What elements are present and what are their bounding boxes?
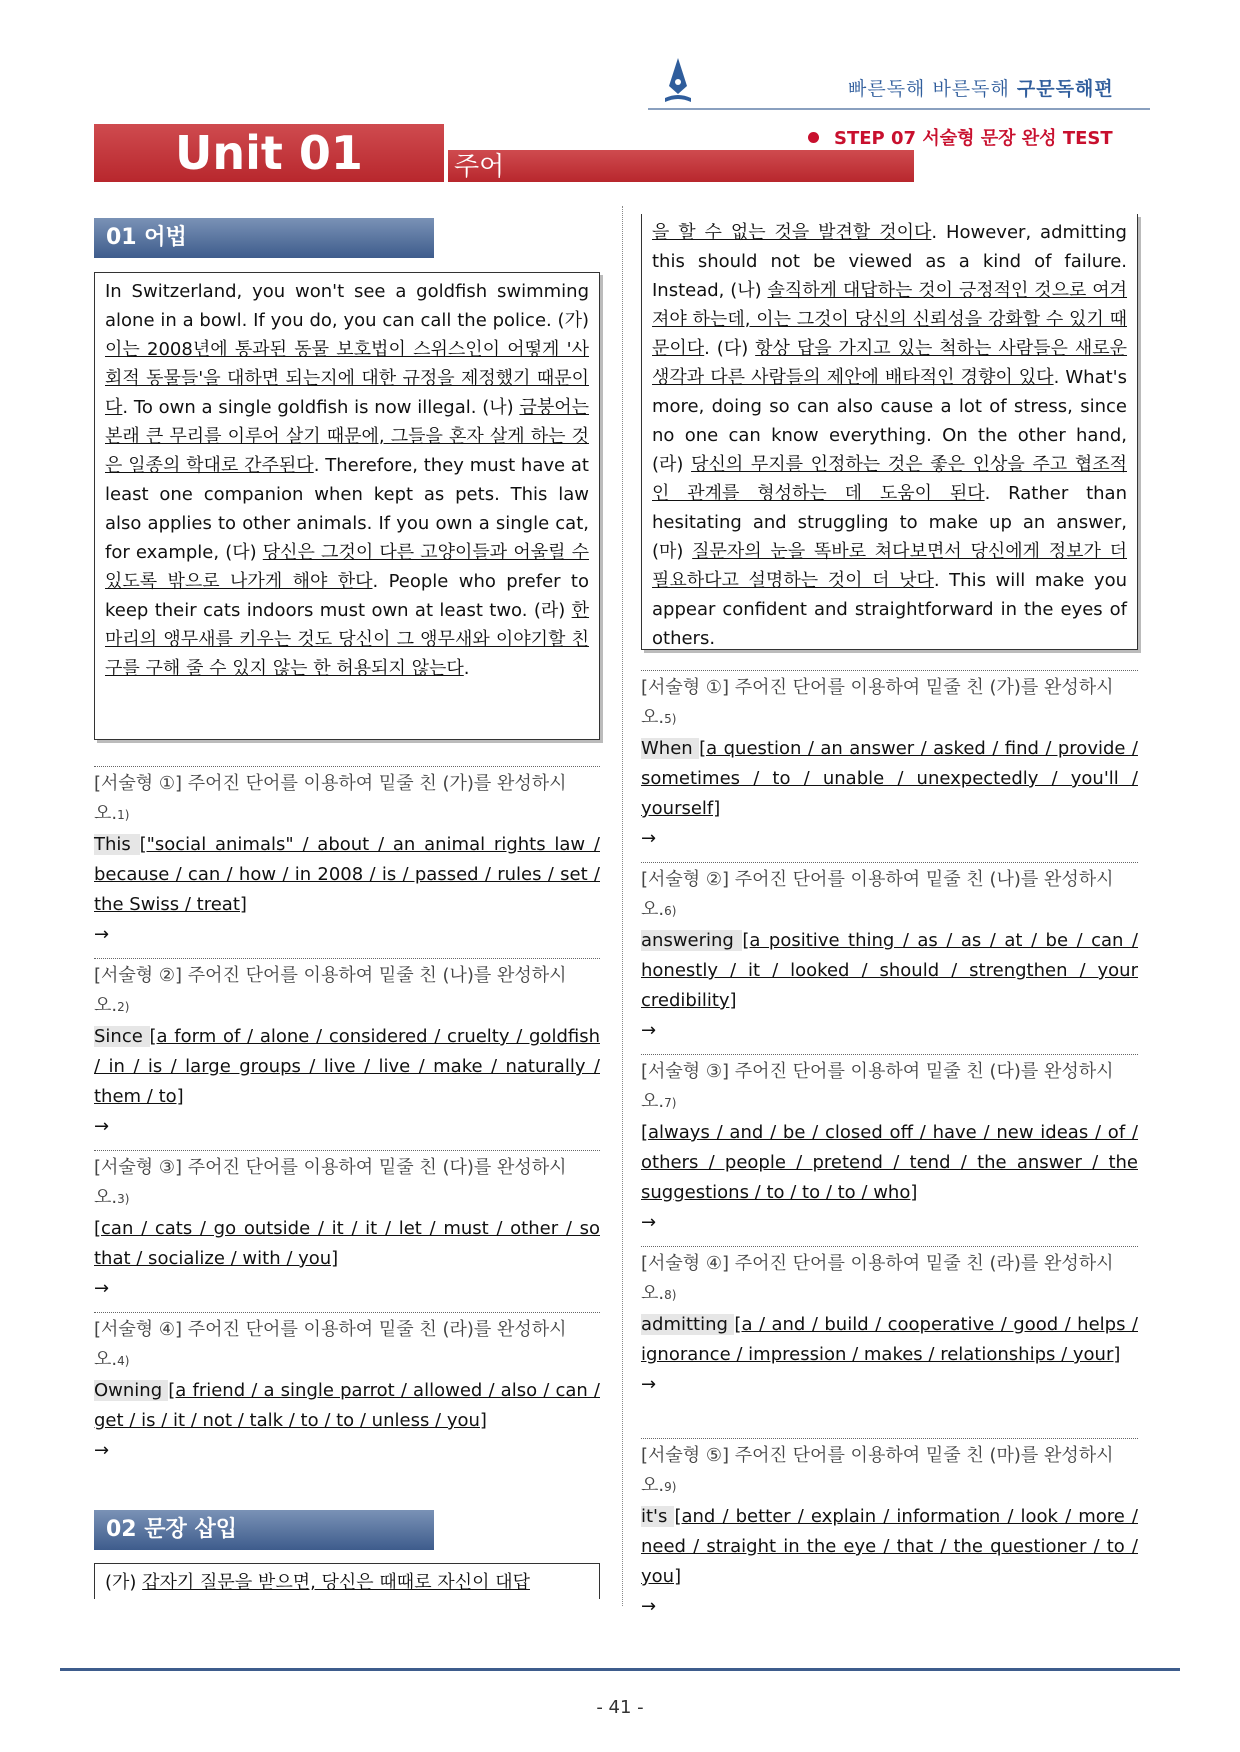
question-block <box>94 766 600 950</box>
section-heading-grammar: 01 어법 <box>94 218 434 258</box>
sentence-starter: it's <box>641 1506 675 1527</box>
passage-text: . People who prefer to keep their cats indoors must own at least two. (라) <box>105 571 589 621</box>
footer-rule <box>60 1668 1180 1671</box>
passage-text: In Switzerland, you won't see a goldfish swimming alone in a bowl. If you do, you can call the police. (가) <box>105 281 589 331</box>
question-instruction: [서술형 ②] 주어진 단어를 이용하여 밑줄 친 (나)를 완성하시오.2) <box>94 958 600 1022</box>
answer-arrow[interactable]: → <box>641 1374 657 1395</box>
word-bank <box>94 1376 600 1436</box>
question-instruction: [서술형 ①] 주어진 단어를 이용하여 밑줄 친 (가)를 완성하시오.5) <box>641 670 1138 734</box>
pen-nib-logo-icon <box>663 58 693 108</box>
unit-banner <box>94 124 444 182</box>
question-block <box>94 958 600 1142</box>
underlined-target-sentence: 항상 답을 가지고 있는 척하는 사람들은 새로운 생각과 다른 사람들의 제안에 배타적인 경향이 있다 <box>652 338 1127 388</box>
passage-text: . Therefore, they must have at least one companion when kept as pets. This law also applies to other animals. If you own a single cat, for example, (다) <box>105 455 589 563</box>
word-list: [a form of / alone / considered / cruelty / goldfish / in / is / large groups / live / live / make / naturally / them / to] <box>94 1026 600 1107</box>
footnote-marker: 8) <box>664 1288 677 1302</box>
question-block <box>641 1246 1138 1400</box>
brand-title <box>848 74 1114 101</box>
answer-arrow[interactable]: → <box>94 1278 110 1299</box>
footnote-marker: 3) <box>117 1192 130 1206</box>
passage-grammar <box>94 272 600 740</box>
question-block <box>641 670 1138 854</box>
footnote-marker: 1) <box>117 808 130 822</box>
word-list: [and / better / explain / information / look / more / need / straight in the eye / that / the questioner / to / you] <box>641 1506 1138 1587</box>
answer-arrow[interactable]: → <box>94 1116 110 1137</box>
question-block <box>94 1150 600 1304</box>
footnote-marker: 7) <box>664 1096 677 1110</box>
passage-text: . (다) <box>704 338 756 359</box>
question-block <box>641 1054 1138 1238</box>
answer-arrow[interactable]: → <box>641 1212 657 1233</box>
answer-arrow[interactable]: → <box>94 1440 110 1461</box>
passage-text: . To own a single goldfish is now illegal. (나) <box>122 397 520 418</box>
underlined-target-sentence: 한 마리의 앵무새를 키우는 것도 당신이 그 앵무새와 이야기할 친구를 구해 줄 수 있지 않는 한 허용되지 않는다 <box>105 600 589 679</box>
question-block <box>94 1312 600 1466</box>
word-bank <box>94 1214 600 1274</box>
question-block <box>641 862 1138 1046</box>
footnote-marker: 5) <box>664 712 677 726</box>
step-label: STEP 07 서술형 문장 완성 TEST <box>834 128 1113 149</box>
question-instruction: [서술형 ②] 주어진 단어를 이용하여 밑줄 친 (나)를 완성하시오.6) <box>641 862 1138 926</box>
underlined-target-sentence: 질문자의 눈을 똑바로 쳐다보면서 당신에게 정보가 더 필요하다고 설명하는 것이 더 낫다 <box>652 541 1127 591</box>
sentence-starter: admitting <box>641 1314 735 1335</box>
question-instruction: [서술형 ③] 주어진 단어를 이용하여 밑줄 친 (다)를 완성하시오.3) <box>94 1150 600 1214</box>
sentence-starter: When <box>641 738 700 759</box>
unit-subtitle-bar <box>448 150 914 182</box>
word-bank <box>641 926 1138 1016</box>
passage-text: . This will make you appear confident and straightforward in the eyes of others. <box>652 570 1127 649</box>
column-divider <box>622 206 623 1606</box>
question-instruction: [서술형 ①] 주어진 단어를 이용하여 밑줄 친 (가)를 완성하시오.1) <box>94 766 600 830</box>
underlined-target-sentence: 솔직하게 대답하는 것이 긍정적인 것으로 여겨져야 하는데, 이는 그것이 당신의 신뢰성을 강화할 수 있기 때문이다 <box>652 280 1128 359</box>
page-number: - 41 - <box>596 1697 644 1718</box>
word-bank <box>94 830 600 920</box>
footnote-marker: 4) <box>117 1354 130 1368</box>
passage-text: . However, admitting this should not be viewed as a kind of failure. Instead, (나) <box>652 222 1127 301</box>
underlined-target-sentence: 을 할 수 없는 것을 발견할 것이다 <box>652 222 932 243</box>
word-bank <box>641 734 1138 824</box>
passage-text: . Rather than hesitating and struggling to make up an answer, (마) <box>652 483 1127 562</box>
word-list: ["social animals" / about / an animal rights law / because / can / how / in 2008 / is / passed / rules / set / the Swiss / treat] <box>94 834 600 915</box>
underlined-target-sentence: 당신의 무지를 인정하는 것은 좋은 인상을 주고 협조적인 관계를 형성하는 데 도움이 된다 <box>652 454 1127 504</box>
question-instruction: [서술형 ④] 주어진 단어를 이용하여 밑줄 친 (라)를 완성하시오.4) <box>94 1312 600 1376</box>
sentence-starter: Owning <box>94 1380 169 1401</box>
unit-title: Unit 01 <box>175 126 363 180</box>
passage-text: . What's more, doing so can also cause a lot of stress, since no one can know everything. On the other hand, (라) <box>652 367 1127 475</box>
passage-text: (가) <box>105 1572 143 1593</box>
passage-insertion-start <box>94 1563 600 1599</box>
section-heading-insertion: 02 문장 삽입 <box>94 1510 434 1550</box>
question-block <box>641 1438 1138 1622</box>
unit-subtitle: 주어 <box>454 152 505 182</box>
passage-text: . <box>463 658 470 679</box>
answer-arrow[interactable]: → <box>641 828 657 849</box>
underlined-target-sentence: 갑자기 질문을 받으면, 당신은 때때로 자신이 대답 <box>142 1572 530 1593</box>
footnote-marker: 6) <box>664 904 677 918</box>
bullet-dot-icon <box>808 132 819 143</box>
word-bank <box>641 1310 1138 1370</box>
answer-arrow[interactable]: → <box>94 924 110 945</box>
question-instruction: [서술형 ③] 주어진 단어를 이용하여 밑줄 친 (다)를 완성하시오.7) <box>641 1054 1138 1118</box>
brand-edition: 구문독해편 <box>1016 78 1114 100</box>
word-list: [a / and / build / cooperative / good / helps / ignorance / impression / makes / relationships / your] <box>641 1314 1138 1365</box>
underlined-target-sentence: 당신은 그것이 다른 고양이들과 어울릴 수 있도록 밖으로 나가게 해야 한다 <box>105 542 589 592</box>
word-list: [a question / an answer / asked / find / provide / sometimes / to / unable / unexpectedly / you'll / yourself] <box>641 738 1138 819</box>
footnote-marker: 2) <box>117 1000 130 1014</box>
underlined-target-sentence: 이는 2008년에 통과된 동물 보호법이 스위스인이 어떻게 '사회적 동물들'을 대하면 되는지에 대한 규정을 제정했기 때문이다 <box>105 339 589 418</box>
brand-series: 빠른독해 바른독해 <box>848 78 1010 100</box>
word-bank <box>641 1502 1138 1592</box>
word-bank <box>641 1118 1138 1208</box>
answer-arrow[interactable]: → <box>641 1020 657 1041</box>
underlined-target-sentence: 금붕어는 본래 큰 무리를 이루어 살기 때문에, 그들을 혼자 살게 하는 것은 일종의 학대로 간주된다 <box>105 397 589 476</box>
sentence-starter: Since <box>94 1026 150 1047</box>
question-instruction: [서술형 ⑤] 주어진 단어를 이용하여 밑줄 친 (마)를 완성하시오.9) <box>641 1438 1138 1502</box>
word-list: [a positive thing / as / as / at / be / can / honestly / it / looked / should / strengthen / your credibility] <box>641 930 1138 1011</box>
answer-arrow[interactable]: → <box>641 1596 657 1617</box>
header-rule <box>648 108 1150 110</box>
question-instruction: [서술형 ④] 주어진 단어를 이용하여 밑줄 친 (라)를 완성하시오.8) <box>641 1246 1138 1310</box>
footnote-marker: 9) <box>664 1480 677 1494</box>
word-list: [a friend / a single parrot / allowed / also / can / get / is / it / not / talk / to / to / unless / you] <box>94 1380 600 1431</box>
sentence-starter: answering <box>641 930 743 951</box>
word-bank <box>94 1022 600 1112</box>
word-list: [always / and / be / closed off / have / new ideas / of / others / people / pretend / tend / the answer / the suggestions / to / to / to / who] <box>641 1122 1138 1203</box>
word-list: [can / cats / go outside / it / it / let / must / other / so that / socialize / with / you] <box>94 1218 600 1269</box>
passage-insertion-cont <box>641 214 1138 650</box>
sentence-starter: This <box>94 834 140 855</box>
